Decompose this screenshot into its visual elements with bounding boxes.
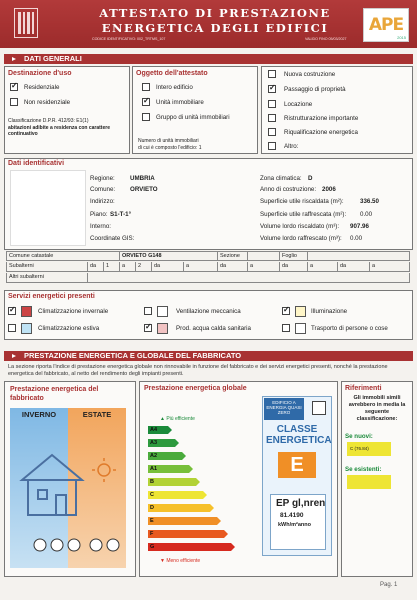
classe-heading [266,424,332,446]
house-icon [22,455,82,515]
class-bar-a3: A3 [148,439,175,447]
class-bar-a1: A1 [148,465,189,473]
riqualificazione-checkbox[interactable] [268,128,276,136]
numero-unita-label: Numero di unità immobiliari [138,138,199,144]
trasporto-label: Trasporto di persone o cose [311,325,388,332]
sup-risc-label: Superficie utile riscaldata (m²): [260,198,344,205]
sub-to-value: 2 [135,262,141,271]
clim-estiva-label: Climatizzazione estiva [38,325,100,332]
sub-a-label-5: a [369,262,375,271]
oggetto-heading: Oggetto dell'attestato [136,70,208,77]
illuminazione-label: Illuminazione [311,308,348,315]
page-number: Pag. 1 [380,582,398,588]
comune-label: Comune: [90,186,116,193]
snowflake-icon [21,323,32,334]
passaggio-label: Passaggio di proprietà [284,86,346,93]
comune-value: ORVIETO [130,186,158,193]
identificativi-heading: Dati identificativi [8,160,65,167]
smiley-icon [34,539,119,551]
ape-brand: APE [368,15,404,35]
doc-title-line1: ATTESTATO DI PRESTAZIONE [99,6,331,20]
illuminazione-checkbox[interactable] [282,307,290,315]
elevator-icon [295,323,306,334]
piu-efficiente-text: Più efficiente [166,416,195,422]
piu-efficiente-label: ▲ Più efficiente [160,416,195,422]
residenziale-label: Residenziale [24,84,60,91]
sub-da-label-5: da [337,262,346,271]
class-bar-e: E [148,517,217,525]
clim-estiva-checkbox[interactable] [8,324,16,332]
sup-raff-label: Superficie utile raffrescata (m²): [260,211,347,218]
gruppo-unita-checkbox[interactable] [142,113,150,121]
sub-a-label: a [119,262,125,271]
anno-value: 2006 [322,186,336,193]
sun-icon [92,458,116,482]
class-bar-a4: A4 [148,426,168,434]
ape-brand-sub: 2015 [397,35,406,40]
zona-label: Zona climatica: [260,175,302,182]
interno-label: Interno: [90,223,111,230]
region-logo-icon [14,8,38,38]
non-residenziale-checkbox[interactable] [10,98,18,106]
trasporto-checkbox[interactable] [282,324,290,332]
sezione-value [247,252,250,261]
vol-risc-label: Volume lordo riscaldato (m³): [260,223,340,230]
section-prestazione: PRESTAZIONE ENERGETICA E GLOBALE DEL FABBRICATO [4,351,413,361]
house-illustration [12,440,124,560]
foglio-value [307,252,310,261]
destinazione-box [4,66,130,154]
numero-unita-value: di cui è composto l'edificio: 1 [138,145,202,151]
altro-label: Altro: [284,143,299,150]
class-bar-f: F [148,530,224,538]
meno-efficiente-text: Meno efficiente [166,558,201,564]
piano-label: Piano: [90,211,108,218]
sezione-label: Sezione [217,252,240,261]
sub-da-label: da [87,262,96,271]
indirizzo-label: Indirizzo: [90,198,115,205]
catasto-row-altri [6,273,410,283]
class-bar-a2: A2 [148,452,182,460]
nuova-costruzione-checkbox[interactable] [268,70,276,78]
valid-label: VALIDO FINO 05/03/2027 [305,37,347,41]
motivazione-box [261,66,413,154]
sub-da-label-2: da [151,262,160,271]
radiator-icon [21,306,32,317]
locazione-checkbox[interactable] [268,100,276,108]
tap-icon [157,323,168,334]
inverno-label: INVERNO [21,410,57,419]
nuova-costruzione-label: Nuova costruzione [284,71,336,78]
anno-label: Anno di costruzione: [260,186,317,193]
energy-class-scale [148,426,258,556]
sub-da-label-4: da [279,262,288,271]
ristrutturazione-label: Ristrutturazione importante [284,115,359,122]
sub-a-label-3: a [247,262,253,271]
vol-risc-value: 907.96 [350,223,369,230]
fabbricato-heading: Prestazione energetica del fabbricato [10,386,99,402]
se-esistenti-badge [347,475,391,489]
classe-heading-text: CLASSE ENERGETICA [266,424,332,446]
classe-badge: E [278,452,316,478]
locazione-label: Locazione [284,101,313,108]
passaggio-checkbox[interactable] [268,85,276,93]
gruppo-unita-label: Gruppo di unità immobiliari [156,114,230,121]
ep-label: EP gl,nren [276,498,326,509]
se-nuovi-badge: C (76.84) [347,442,391,456]
clim-invernale-label: Climatizzazione invernale [38,308,109,315]
acqua-calda-label: Prod. acqua calda sanitaria [176,325,251,332]
destinazione-heading: Destinazione d'uso [8,70,72,77]
sub-da-label-3: da [217,262,226,271]
meno-efficiente-label: ▼ Meno efficiente [160,558,201,564]
catasto-row-subalterni [6,262,410,272]
classificazione-desc: abitazioni adibite a residenza con carattere continuativo [8,125,110,137]
riferimenti-heading: Riferimenti [345,385,382,392]
coord-label: Coordinate GIS: [90,235,135,242]
comune-catastale-value: ORVIETO G148 [119,252,162,261]
comune-catastale-label: Comune catastale [9,253,54,259]
residenziale-checkbox[interactable] [10,83,18,91]
se-esistenti-label: Se esistenti: [345,466,382,473]
intero-edificio-checkbox[interactable] [142,83,150,91]
building-photo [10,170,86,246]
classificazione: Classificazione D.P.R. 412/93: E1(1) [8,118,89,124]
sub-a-label-2: a [183,262,189,271]
ventilazione-checkbox[interactable] [144,307,152,315]
globale-heading: Prestazione energetica globale [144,385,247,392]
class-bar-b: B [148,478,196,486]
section-dati-generali: DATI GENERALI [4,54,413,64]
foglio-label: Foglio [279,252,297,261]
servizi-heading: Servizi energetici presenti [8,293,95,300]
class-bar-d: D [148,504,210,512]
vol-raff-value: 0.00 [350,235,363,242]
ventilazione-label: Ventilazione meccanica [176,308,241,315]
code-label: CODICE IDENTIFICATIVO: 002_TRTMS_107 [92,37,166,41]
altri-subalterni-label: Altri subalterni [9,274,44,280]
fan-icon [157,306,168,317]
ape-logo [363,8,409,42]
estate-label: ESTATE [82,410,112,419]
lightbulb-icon [295,306,306,317]
class-bar-g: G [148,543,231,551]
se-nuovi-label: Se nuovi: [345,433,373,440]
class-bar-c: C [148,491,203,499]
sub-a-label-4: a [307,262,313,271]
nzeb-label: EDIFICIO A ENERGIA QUASI ZERO [264,398,304,420]
regione-value: UMBRIA [130,175,155,182]
prestazione-intro: La sezione riporta l'indice di prestazione energetica globale non rinnovabile in funzione del fabbricato e dei servizi energetici presenti, nonché la prestazione energetica del fabbricato, al netto del rendimento degli impianti presenti. [8,364,388,377]
altro-checkbox[interactable] [268,142,276,150]
acqua-calda-checkbox[interactable] [144,324,152,332]
unita-immobiliare-label: Unità immobiliare [156,99,204,106]
sup-risc-value: 336.50 [360,198,379,205]
regione-label: Regione: [90,175,115,182]
sub-from-value: 1 [103,262,109,271]
unita-immobiliare-checkbox[interactable] [142,98,150,106]
altri-subalterni-value [87,273,90,282]
riqualificazione-label: Riqualificazione energetica [284,129,358,136]
intero-edificio-label: Intero edificio [156,84,193,91]
nzeb-checkbox [312,401,326,415]
ep-unit: kWh/m²anno [278,522,311,528]
vol-raff-label: Volume lordo raffrescato (m³): [260,235,342,242]
clim-invernale-checkbox[interactable] [8,307,16,315]
zona-value: D [308,175,313,182]
catasto-row-comune [6,251,410,261]
ep-value: 81.4190 [280,512,304,519]
piano-value: S1-T-1° [110,211,132,218]
non-residenziale-label: Non residenziale [24,99,71,106]
doc-title-line2: ENERGETICA DEGLI EDIFICI [101,21,329,35]
sup-raff-value: 0.00 [360,211,373,218]
riferimenti-text: Gli immobili simili avrebbero in media la seguente classificazione: [348,395,406,422]
ristrutturazione-checkbox[interactable] [268,114,276,122]
subalterni-label: Subalterni [9,263,34,269]
